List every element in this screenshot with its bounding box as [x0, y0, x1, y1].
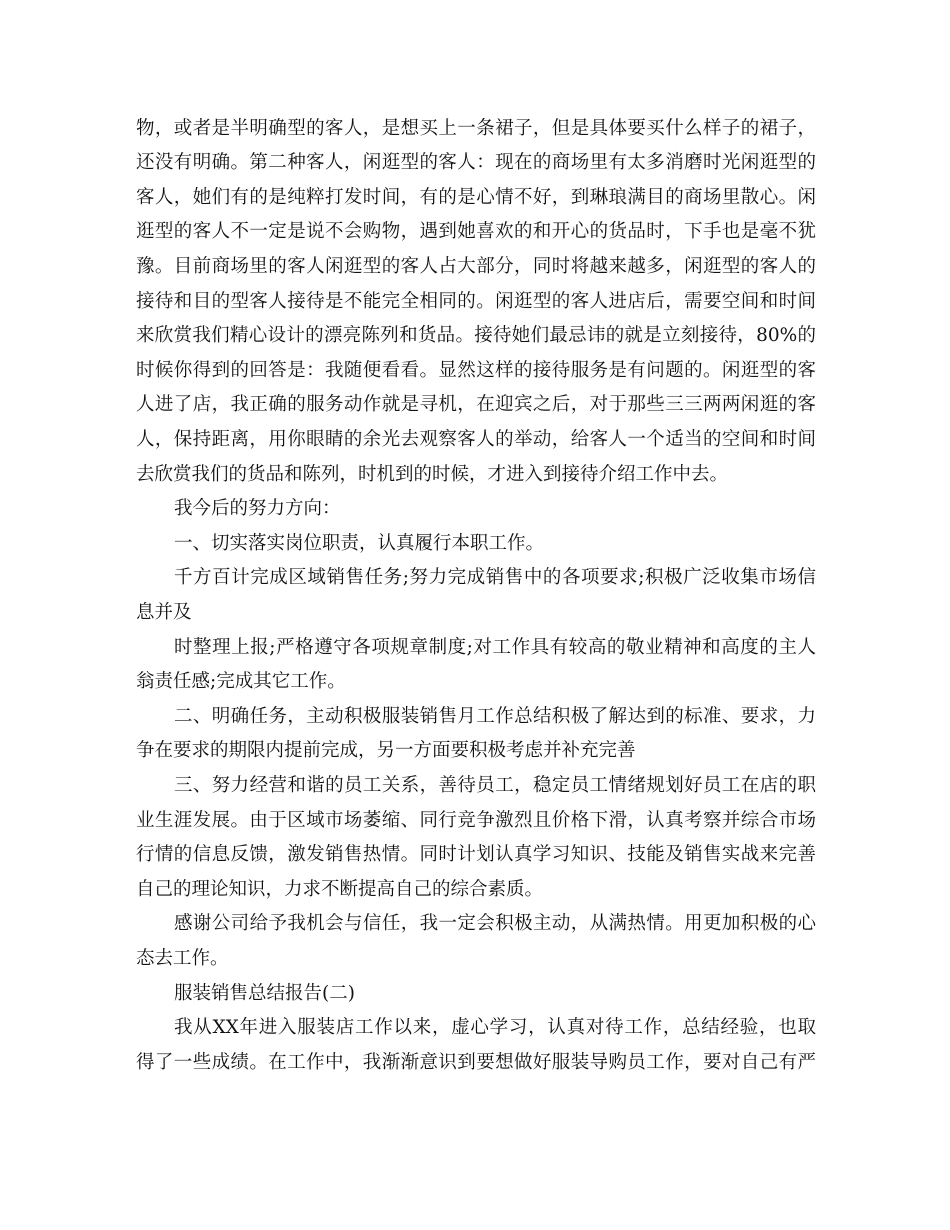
- text-line: 接待和目的型客人接待是不能完全相同的。闲逛型的客人进店后，需要空间和时间: [136, 291, 816, 312]
- text-line: 客人，她们有的是纯粹打发时间，有的是心情不好，到琳琅满目的商场里散心。闲: [136, 187, 816, 208]
- text-line: 我从XX年进入服装店工作以来，虚心学习，认真对待工作，总结经验，也取: [174, 1017, 816, 1038]
- text-line: 得了一些成绩。在工作中，我渐渐意识到要想做好服装导购员工作，要对自己有严: [136, 1052, 816, 1073]
- text-line: 来欣赏我们精心设计的漂亮陈列和货品。接待她们最忌讳的就是立刻接待，80%的: [136, 325, 816, 346]
- text-line: 去欣赏我们的货品和陈列，时机到的时候，才进入到接待介绍工作中去。: [136, 464, 729, 485]
- text-line: 翁责任感;完成其它工作。: [136, 671, 346, 692]
- text-line: 人，保持距离，用你眼睛的余光去观察客人的举动，给客人一个适当的空间和时间: [136, 429, 816, 450]
- section-heading: 我今后的努力方向：: [174, 498, 341, 519]
- text-line: 行情的信息反馈，激发销售热情。同时计划认真学习知识、技能及销售实战来完善: [136, 844, 816, 865]
- text-line: 豫。目前商场里的客人闲逛型的客人占大部分，同时将越来越多，闲逛型的客人的: [136, 256, 816, 277]
- list-item-heading: 三、努力经营和谐的员工关系，善待员工，稳定员工情绪规划好员工在店的职: [174, 775, 816, 796]
- text-line: 物，或者是半明确型的客人，是想买上一条裙子，但是具体要买什么样子的裙子，: [136, 118, 816, 139]
- text-line: 态去工作。: [136, 948, 229, 969]
- text-line: 时候你得到的回答是：我随便看看。显然这样的接待服务是有问题的。闲逛型的客: [136, 360, 816, 381]
- list-item-heading: 二、明确任务，主动积极服装销售月工作总结积极了解达到的标准、要求，力: [174, 706, 816, 727]
- text-line: 逛型的客人不一定是说不会购物，遇到她喜欢的和开心的货品时，下手也是毫不犹: [136, 221, 816, 242]
- list-item-heading: 一、切实落实岗位职责，认真履行本职工作。: [174, 533, 545, 554]
- text-line: 息并及: [136, 602, 192, 623]
- text-line: 业生涯发展。由于区域市场萎缩、同行竞争激烈且价格下滑，认真考察并综合市场: [136, 810, 816, 831]
- text-line: 还没有明确。第二种客人，闲逛型的客人：现在的商场里有太多消磨时光闲逛型的: [136, 152, 816, 173]
- text-line: 千方百计完成区域销售任务;努力完成销售中的各项要求;积极广泛收集市场信: [174, 567, 816, 588]
- text-line: 时整理上报;严格遵守各项规章制度;对工作具有较高的敬业精神和高度的主人: [174, 637, 816, 658]
- section-title: 服装销售总结报告(二): [174, 983, 355, 1004]
- text-line: 自己的理论知识，力求不断提高自己的综合素质。: [136, 879, 544, 900]
- text-line: 人进了店，我正确的服务动作就是寻机，在迎宾之后，对于那些三三两两闲逛的客: [136, 394, 816, 415]
- text-line: 感谢公司给予我机会与信任，我一定会积极主动，从满热情。用更加积极的心: [174, 913, 816, 934]
- text-line: 争在要求的期限内提前完成，另一方面要积极考虑并补充完善: [136, 740, 636, 761]
